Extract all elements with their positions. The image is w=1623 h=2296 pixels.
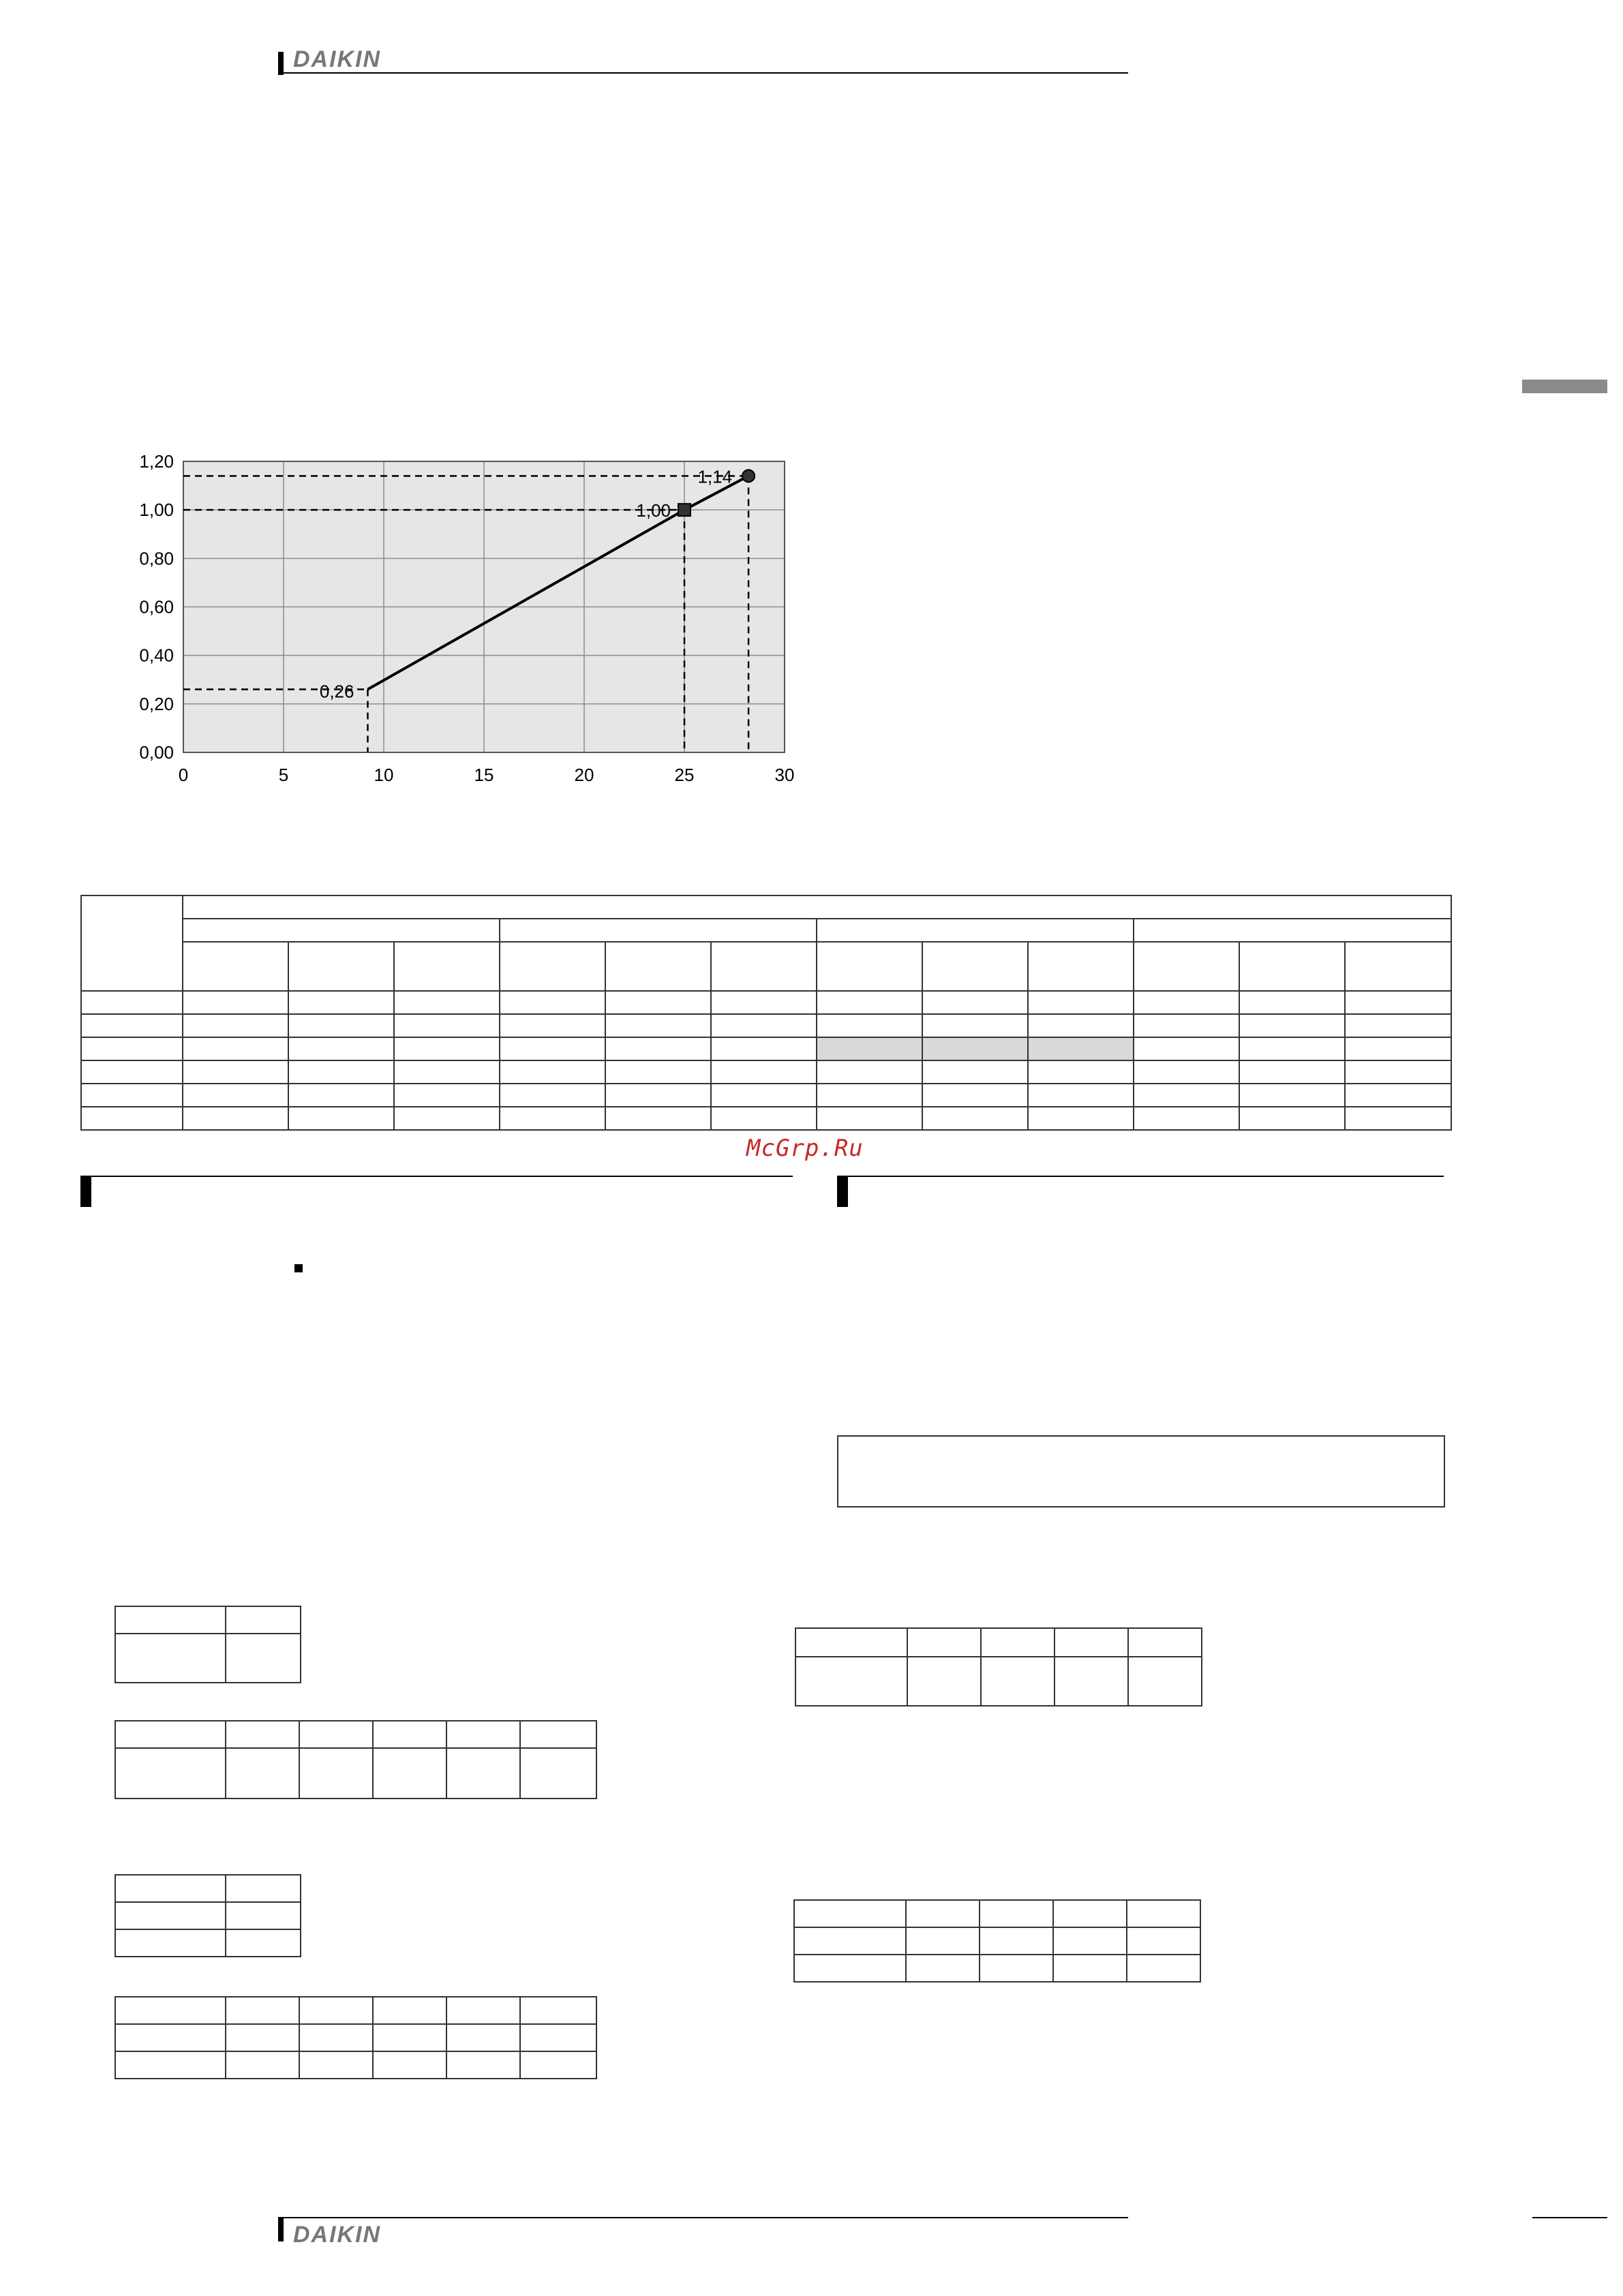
table-group-header: [500, 919, 817, 942]
small-table-1: [115, 1606, 301, 1683]
footer-brand-logo: DAIKIN: [293, 2222, 382, 2248]
table-row: [115, 2024, 596, 2051]
table-row: [115, 1902, 301, 1929]
ratio-chart: [75, 436, 920, 818]
header-rule: [278, 72, 1128, 74]
table-group-header: [1134, 919, 1451, 942]
table-corner-cell: [81, 896, 183, 991]
chart-y-tick-label: 0,80: [139, 548, 174, 569]
chart-y-tick-label: 1,00: [139, 500, 174, 521]
table-row: [115, 1929, 301, 1957]
data-table-large: [80, 895, 1452, 1131]
table-row: [81, 991, 1451, 1014]
table-row: [115, 1721, 596, 1748]
chart-x-tick-label: 20: [574, 765, 594, 785]
chart-data-label: 0,26: [319, 681, 354, 702]
table-row: [795, 1657, 1202, 1706]
side-section-tab: [1522, 380, 1607, 393]
table-row: [81, 1014, 1451, 1037]
small-table-6: [793, 1899, 1201, 1983]
chart-y-tick-label: 0,20: [139, 693, 174, 714]
table-row: [794, 1900, 1200, 1927]
chart-y-tick-label: 0,60: [139, 596, 174, 617]
list-bullet: [294, 1264, 303, 1272]
table-row: [115, 2051, 596, 2079]
note-box: [837, 1435, 1445, 1507]
small-table-2: [115, 1720, 597, 1799]
header-logo-bar: [278, 52, 284, 75]
highlighted-cell: [922, 1037, 1028, 1060]
table-row: [115, 1997, 596, 2024]
chart-x-tick-label: 30: [774, 765, 795, 785]
highlighted-cell: [1028, 1037, 1134, 1060]
table-row: [794, 1955, 1200, 1982]
section-heading-left-rule: [80, 1176, 793, 1177]
highlighted-cell: [817, 1037, 922, 1060]
table-row: [115, 1606, 301, 1634]
footer-page-rule: [1532, 2217, 1607, 2218]
chart-x-tick-label: 15: [474, 765, 494, 785]
chart-data-label: 1,00: [636, 500, 671, 521]
footer-rule: [278, 2217, 1128, 2218]
chart-y-tick-label: 0,00: [139, 742, 174, 763]
chart-x-tick-label: 5: [278, 765, 289, 785]
table-row: [115, 1634, 301, 1683]
table-group-header: [183, 919, 500, 942]
table-row: [81, 1107, 1451, 1130]
table-row: [795, 1628, 1202, 1657]
chart-x-tick-label: 10: [374, 765, 394, 785]
chart-x-tick-label: 0: [178, 765, 189, 785]
chart-marker-circle: [742, 470, 755, 482]
chart-y-tick-label: 0,40: [139, 645, 174, 666]
header-brand-logo: DAIKIN: [293, 46, 382, 72]
small-table-3: [115, 1874, 301, 1957]
table-header-cell: [183, 896, 1451, 919]
chart-data-label: 1,14: [697, 466, 733, 487]
table-row: [115, 1748, 596, 1798]
chart-x-tick-label: 25: [674, 765, 695, 785]
chart-marker-square: [678, 504, 691, 516]
table-row: [115, 1875, 301, 1902]
table-row: [81, 1037, 1451, 1060]
small-table-5: [795, 1627, 1202, 1706]
section-heading-left-marker: [80, 1176, 91, 1207]
section-heading-right-rule: [837, 1176, 1444, 1177]
table-row: [794, 1927, 1200, 1955]
table-row: [81, 1060, 1451, 1084]
watermark-text: McGrp.Ru: [746, 1135, 864, 1162]
small-table-4: [115, 1996, 597, 2079]
footer-logo-bar: [278, 2218, 284, 2241]
table-row: [81, 1084, 1451, 1107]
table-group-header: [817, 919, 1134, 942]
table-subheader-row: [81, 942, 1451, 991]
section-heading-right-marker: [837, 1176, 848, 1207]
chart-y-tick-label: 1,20: [139, 451, 174, 472]
